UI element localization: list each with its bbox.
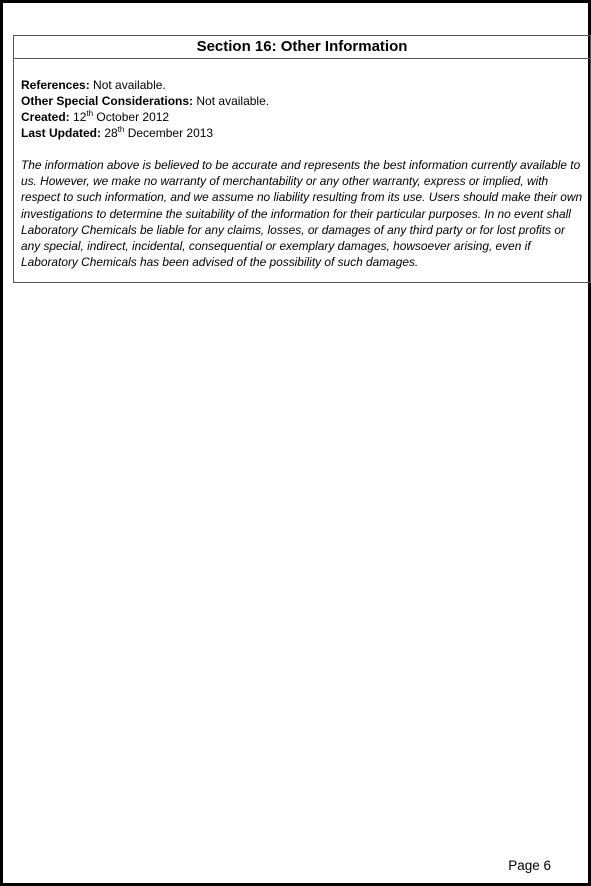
last-updated-month-year: December 2013 <box>124 126 214 140</box>
section-body <box>14 59 590 270</box>
last-updated-day-suffix: th <box>117 125 125 134</box>
special-considerations-line <box>21 93 584 109</box>
last-updated-line <box>21 125 584 141</box>
disclaimer-paragraph: The information above is believed to be accurate and represents the best information currently available to us. However, we make no warranty of merchantability or any other warranty, express or implied, with respect to such information, and we assume no liability resulting from its use. Users should make their own investigations to determine the suitability of the information for their particular purposes. In no event shall Laboratory Chemicals be liable for any claims, losses, or damages of any third party or for lost profits or any special, indirect, incidental, consequential or exemplary damages, howsoever arising, even if Laboratory Chemicals has been advised of the possibility of such damages. <box>21 158 583 270</box>
created-line <box>21 109 584 125</box>
references-value: Not available. <box>89 78 166 92</box>
last-updated-label: Last Updated: <box>21 126 102 140</box>
references-line <box>21 77 584 93</box>
special-considerations-label: Other Special Considerations: <box>21 94 194 108</box>
created-label: Created: <box>21 110 70 124</box>
last-updated-day: 28 <box>101 126 118 140</box>
section-16-box <box>13 35 591 283</box>
created-day-suffix: th <box>86 109 94 118</box>
special-considerations-value: Not available. <box>193 94 270 108</box>
section-title: Section 16: Other Information <box>14 36 590 59</box>
page-number: Page 6 <box>508 858 551 873</box>
created-day: 12 <box>69 110 87 124</box>
created-month-year: October 2012 <box>93 110 170 124</box>
references-label: References: <box>21 78 90 92</box>
